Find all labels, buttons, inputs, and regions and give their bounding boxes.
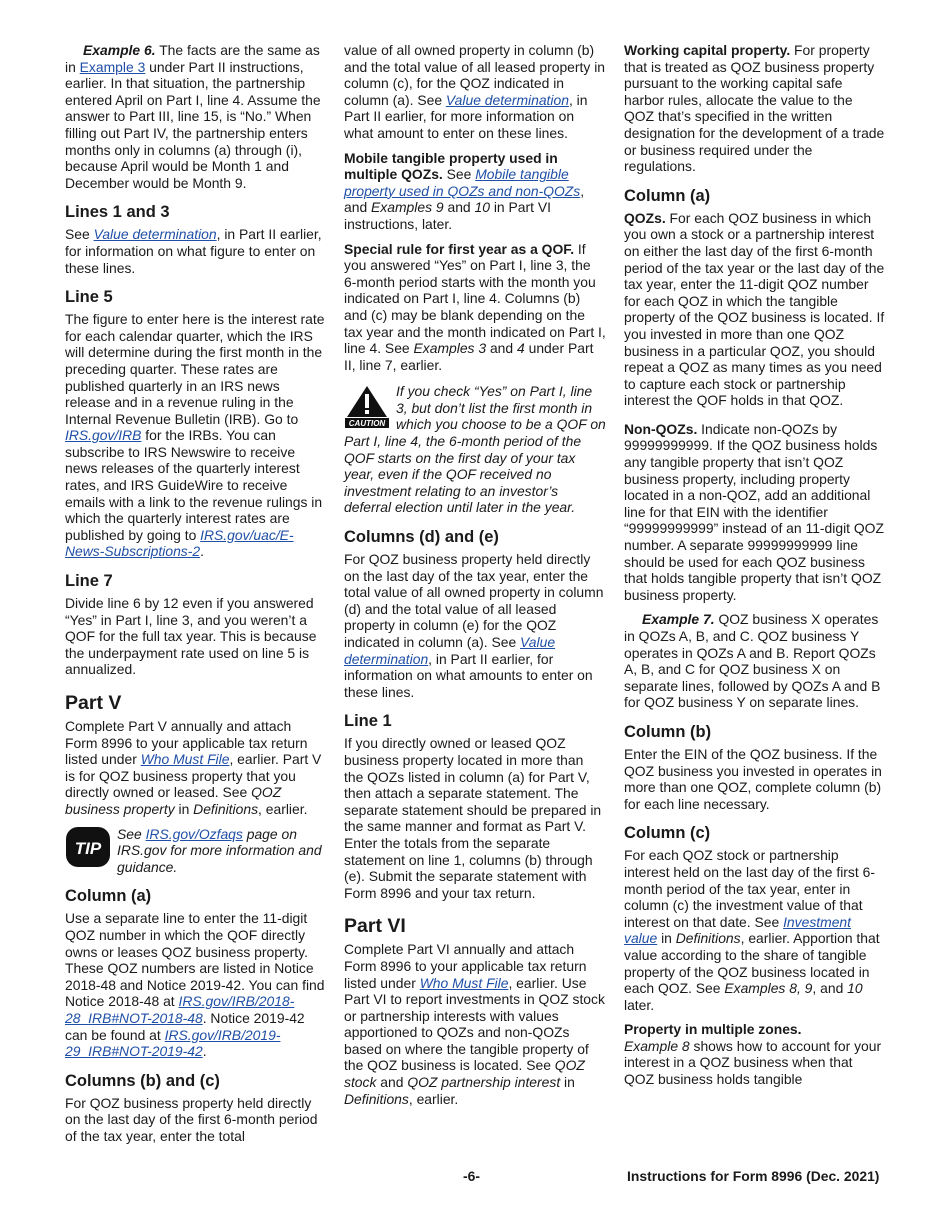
column-left xyxy=(65,42,327,1152)
caution-text: If you check “Yes” on Part I, line 3, but don’t list the first month in which you choose to be a QOF on Part I, line 4, the 6-month period of the QOF starts on the first day of your tax year, even if the QOF received no investment relating to an investor’s deferral election until later in the year. xyxy=(344,383,606,516)
text-span: later. xyxy=(624,996,655,1013)
text-span: QOZ partnership interest xyxy=(407,1074,561,1091)
text-span: QOZ stock xyxy=(344,1057,585,1091)
column-a-paragraph xyxy=(65,910,327,1059)
column-middle xyxy=(344,42,606,1115)
text-span: Indicate non-QOZs by 99999999999. If the QOZ business holds any tangible property that isn’t QOZ business property, including property located in a non-QOZ, add an additional line for that EIN with the identifier “99999999999” instead of an 11-digit QOZ number. A separate 99999999999 line should be used for each QOZ business that holds tangible property that isn’t QOZ business property. xyxy=(624,420,884,603)
column-b-paragraph: Enter the EIN of the QOZ business. If the QOZ business you invested in operates in more than one QOZ, complete column (b) for each line necessary. xyxy=(624,745,882,812)
caution-label: CAUTION xyxy=(348,419,386,429)
text-span: 10 xyxy=(474,199,490,216)
notice-2019-42-link[interactable]: IRS.gov/IRB/2019-29_IRB#NOT-2019-42 xyxy=(65,1026,281,1060)
text-span: QOZ business property xyxy=(65,784,282,817)
text-span: , earlier. Use Part VI to report investments in QOZ stock or partnership interests with values apportioned to QOZs and non-QOZs based on where the tangible property of the QOZ business is located. See xyxy=(344,974,605,1074)
part-vi-paragraph xyxy=(344,941,606,1107)
text-span: , in Part II earlier, for more information on what amount to enter on these lines. xyxy=(344,91,588,141)
text-span: Definitions xyxy=(344,1090,409,1107)
heading-lines-1-and-3: Lines 1 and 3 xyxy=(65,203,170,222)
text-span: value of all owned property in column (b) and the total value of all leased property in column (c), for the QOZ indicated in column (a). See xyxy=(344,42,606,108)
columns-d-e-paragraph xyxy=(344,551,606,700)
text-span: Examples 8, 9 xyxy=(724,980,813,997)
value-determination-link[interactable]: Value determination xyxy=(445,91,569,108)
news-subscriptions-link[interactable]: IRS.gov/uac/E-News-Subscriptions-2 xyxy=(65,526,294,560)
special-rule-paragraph xyxy=(344,241,606,374)
text-span: For QOZ business property held directly on the last day of the tax year, enter the total value of all owned property in column (d) and the total value of all leased property in column (e) for the QOZ indicated in column (a). See xyxy=(344,551,604,650)
investment-value-link[interactable]: Investment value xyxy=(624,913,852,947)
text-span: , in Part II earlier, for information on what amounts to enter on these lines. xyxy=(344,650,593,700)
text-span: Complete Part VI annually and attach Form 8996 to your applicable tax return listed under xyxy=(344,941,587,991)
text-span: Non-QOZs. xyxy=(624,420,698,437)
tip-note xyxy=(65,826,327,876)
value-determination-link[interactable]: Value determination xyxy=(93,226,217,243)
text-span: See xyxy=(65,226,94,243)
text-span: , and xyxy=(344,182,585,216)
irs-irb-link[interactable]: IRS.gov/IRB xyxy=(65,427,142,444)
text-span: For property that is treated as QOZ business property pursuant to the working capital safe harbor rules, allocate the value to the QOZ that’s specified in the written designation for the development of a trade or business required under the regulations. xyxy=(624,42,885,175)
heading-line-5: Line 5 xyxy=(65,288,113,307)
notice-2018-48-link[interactable]: IRS.gov/IRB/2018-28_IRB#NOT-2018-48 xyxy=(65,993,295,1026)
text-span: , earlier. Apportion that value according to the share of tangible property of the QOZ business located in each QOZ. See xyxy=(624,930,880,997)
ozfaqs-link[interactable]: IRS.gov/Ozfaqs xyxy=(145,825,243,842)
text-span: in Part VI instructions, later. xyxy=(344,199,551,232)
heading-part-v: Part V xyxy=(65,692,122,714)
columns-b-c-paragraph: For QOZ business property held directly on the last day of the first 6-month period of the tax year, enter the total xyxy=(65,1094,318,1144)
text-span: The facts are the same as in xyxy=(65,42,320,75)
lines-1-3-paragraph xyxy=(65,226,327,276)
text-span: For each QOZ business in which you own a stock or a partnership interest on either the last day of the first 6-month period of the tax year or the last day of the tax year, enter the 11-digit QOZ number for each QOZ in which the tangible property of the QOZ business is located. If you invested in more than one QOZ business in a particular QOZ, you should repeat a QOZ as many times as you need to capture each stock or partnership interest the QOF holds in that QOZ. xyxy=(624,209,885,409)
heading-column-b: Column (b) xyxy=(624,722,712,741)
heading-line-7: Line 7 xyxy=(65,572,113,591)
text-span: in xyxy=(174,800,194,817)
text-span: , earlier. Part V is for QOZ business property that you directly owned or leased. See xyxy=(65,751,322,801)
text-span: The figure to enter here is the interest rate for each calendar quarter, which the IRS will determine during the first month in the preceding quarter. These rates are published quarterly in an IRS news release and in a revenue ruling in the Internal Revenue Bulletin (IRB). Go to xyxy=(65,311,325,427)
property-multiple-zones-paragraph xyxy=(624,1021,886,1087)
text-span: Example 8 xyxy=(624,1037,690,1054)
text-span: for the IRBs. You can subscribe to IRS Newswire to receive news releases of the quarterly interest rates, and IRS GuideWire to receive emails with a link to the revenue rulings in which the quarterly interest rates are published by going to xyxy=(65,427,323,543)
text-span: Examples 9 xyxy=(371,199,444,216)
text-span: If you answered “Yes” on Part I, line 3, the 6-month period starts with the month you indicated on Part I, line 4. Columns (b) and (c) may be blank depending on the tax year and the month indicated on Part I, line 4. See xyxy=(344,240,606,357)
heading-columns-d-e: Columns (d) and (e) xyxy=(344,528,499,547)
text-span: , and xyxy=(812,980,848,997)
mobile-tangible-paragraph xyxy=(344,150,606,233)
mobile-tangible-link[interactable]: Mobile tangible property used in QOZs and non-QOZs xyxy=(344,166,581,199)
non-qozs-paragraph xyxy=(624,421,886,604)
line-7-paragraph: Divide line 6 by 12 even if you answered “Yes” in Part I, line 3, and you weren’t a QOF for the full tax year. This is because the underpayment rate used on line 5 is annualized. xyxy=(65,595,317,678)
heading-columns-b-c: Columns (b) and (c) xyxy=(65,1071,220,1090)
qozs-paragraph xyxy=(624,210,886,409)
text-span: For each QOZ stock or partnership interest held on the last day of the first 6-month period of the tax year, enter in column (c) the investment value of that interest on that date. See xyxy=(624,847,875,930)
heading-column-a: Column (a) xyxy=(624,186,711,205)
text-span: Mobile tangible property used in multiple QOZs. xyxy=(344,149,558,183)
text-span: . Notice 2019-42 can be found at xyxy=(65,1009,305,1043)
tip-icon xyxy=(65,826,111,868)
text-span: Examples 3 xyxy=(413,340,487,357)
footer-title: Instructions for Form 8996 (Dec. 2021) xyxy=(627,1168,880,1184)
text-span: under Part II, line 7, earlier. xyxy=(344,340,594,373)
text-span: 4 xyxy=(517,340,525,357)
text-span: 10 xyxy=(847,980,863,997)
example-3-link[interactable]: Example 3 xyxy=(79,58,146,75)
line-1-paragraph: If you directly owned or leased QOZ business property located in more than the QOZs listed in column (a) for Part V, then attach a separate statement. The separate statement should be prepared in the same manner and format as Part V. Enter the totals from the separate statement on line 1, columns (b) through (e). Submit the separate statement with Form 8996 and your tax return. xyxy=(344,735,602,901)
column-c-paragraph xyxy=(624,847,886,1013)
text-span: in xyxy=(657,930,676,947)
caution-note xyxy=(344,383,606,516)
text-span: Working capital property. xyxy=(624,42,791,58)
text-span: and xyxy=(443,199,475,216)
text-span: , in Part II earlier, for information on what figure to enter on these lines. xyxy=(65,226,322,276)
text-span: Property in multiple zones. xyxy=(624,1021,802,1038)
text-span: and xyxy=(376,1074,408,1091)
heading-column-a: Column (a) xyxy=(65,887,152,906)
example-6-label: Example 6. xyxy=(83,42,156,58)
text-span: Example 7. xyxy=(642,611,715,628)
text-span: and xyxy=(486,340,517,357)
text-span: under Part II instructions, earlier. In that situation, the partnership entered April on Part I, line 4. Assume the answer to Part III, line 15, is “No.” When filling out Part IV, the partnership enters months only in columns (a) through (i), because April would be Month 1 and December would be Month 9. xyxy=(65,58,321,191)
example-6-paragraph xyxy=(65,42,327,191)
tip-label: TIP xyxy=(74,838,102,858)
page-number: -6- xyxy=(463,1168,480,1184)
example-7-paragraph xyxy=(624,611,886,711)
text-span: Complete Part V annually and attach Form 8996 to your applicable tax return listed under xyxy=(65,718,308,768)
text-span: , earlier. xyxy=(408,1090,459,1107)
text-span: in xyxy=(560,1074,575,1091)
caution-icon xyxy=(344,385,390,429)
text-span: Definitions xyxy=(675,930,741,947)
text-span: Definitions xyxy=(193,800,259,817)
text-span: Special rule for first year as a QOF. xyxy=(344,240,575,257)
heading-line-1: Line 1 xyxy=(344,712,392,731)
heading-part-vi: Part VI xyxy=(344,915,406,938)
text-span: page on IRS.gov for more information and guidance. xyxy=(117,825,322,875)
value-determination-link[interactable]: Value determination xyxy=(344,634,556,667)
continued-paragraph xyxy=(344,42,606,142)
text-span: . xyxy=(202,1043,207,1060)
who-must-file-link[interactable]: Who Must File xyxy=(419,974,509,991)
tip-text xyxy=(117,826,327,876)
line-5-paragraph xyxy=(65,311,327,560)
text-span: QOZ business X operates in QOZs A, B, and C. QOZ business Y operates in QOZs A and B. Report QOZs A, B, and C for QOZ business X on separate lines, followed by QOZs A and B for QOZ business Y on separate lines. xyxy=(624,611,881,711)
text-span: . xyxy=(200,543,204,560)
part-v-paragraph xyxy=(65,718,327,818)
text-span: See xyxy=(442,166,476,183)
text-span: shows how to account for your interest in a QOZ business when that QOZ business holds tangible xyxy=(624,1037,882,1088)
text-span: Use a separate line to enter the 11-digit QOZ number in which the QOF directly owns or leases QOZ business property. These QOZ numbers are listed in Notice 2018-48 and Notice 2019-42. You can find Notice 2018-48 at xyxy=(65,910,325,1010)
who-must-file-link[interactable]: Who Must File xyxy=(140,751,230,768)
working-capital-paragraph xyxy=(624,42,886,175)
text-span: See xyxy=(117,825,146,842)
text-span: QOZs. xyxy=(624,209,666,226)
heading-column-c: Column (c) xyxy=(624,824,711,843)
text-span: , earlier. xyxy=(258,800,308,817)
column-right xyxy=(624,42,886,1096)
